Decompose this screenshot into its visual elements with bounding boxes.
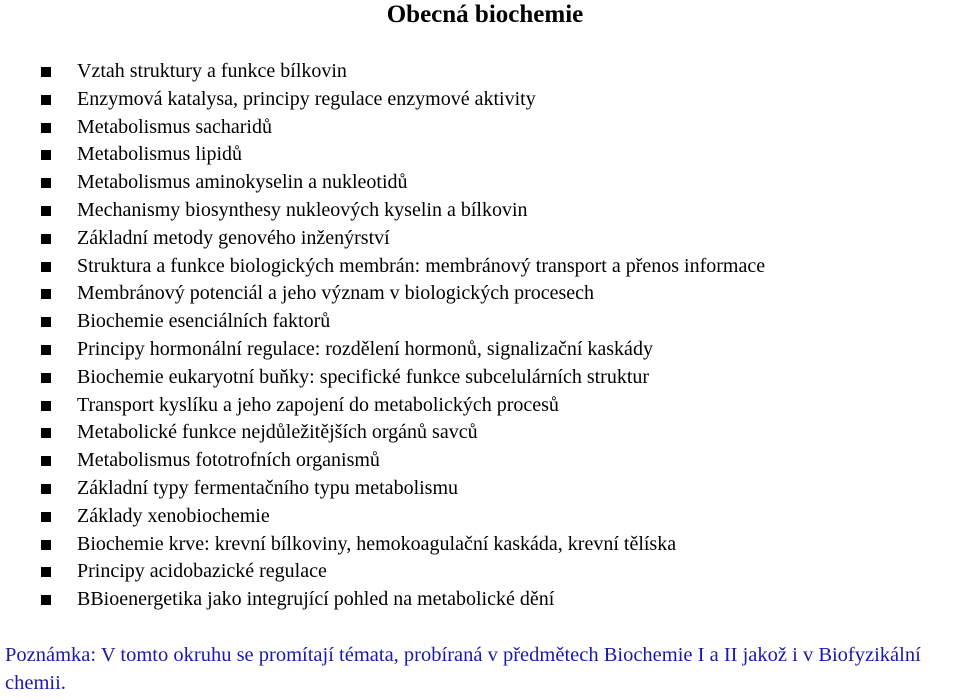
square-bullet-icon: [41, 95, 51, 105]
list-item: [0, 114, 765, 142]
list-item-text: Metabolismus sacharidů: [77, 115, 272, 138]
list-item-text: Principy hormonální regulace: rozdělení hormonů, signalizační kaskády: [77, 337, 653, 360]
square-bullet-icon: [41, 484, 51, 494]
square-bullet-icon: [41, 206, 51, 216]
list-item: [0, 225, 765, 253]
list-item-text: Membránový potenciál a jeho význam v biologických procesech: [77, 282, 595, 305]
square-bullet-icon: [41, 123, 51, 133]
list-item-text: Metabolismus aminokyselin a nukleotidů: [77, 171, 408, 194]
list-item: [0, 169, 765, 197]
list-item-text: Metabolické funkce nejdůležitějších orgánů savců: [77, 421, 478, 444]
square-bullet-icon: [41, 373, 51, 383]
square-bullet-icon: [41, 262, 51, 272]
square-bullet-icon: [41, 345, 51, 355]
list-item-text: Transport kyslíku a jeho zapojení do metabolických procesů: [77, 393, 559, 416]
square-bullet-icon: [41, 234, 51, 244]
square-bullet-icon: [41, 150, 51, 160]
list-item-text: Mechanismy biosynthesy nukleových kyselin a bílkovin: [77, 198, 528, 221]
list-item-text: Metabolismus fototrofních organismů: [77, 449, 380, 472]
list-item: [0, 253, 765, 281]
list-item-text: Základní typy fermentačního typu metabolismu: [77, 476, 459, 499]
list-item: [0, 392, 765, 420]
square-bullet-icon: [41, 289, 51, 299]
list-item: [0, 531, 765, 559]
list-item: [0, 364, 765, 392]
list-item-text: Biochemie krve: krevní bílkoviny, hemokoagulační kaskáda, krevní tělíska: [77, 532, 677, 555]
list-item-text: Enzymová katalysa, principy regulace enzymové aktivity: [77, 87, 536, 110]
list-item: [0, 419, 765, 447]
square-bullet-icon: [41, 567, 51, 577]
square-bullet-icon: [41, 428, 51, 438]
list-item-text: Biochemie eukaryotní buňky: specifické funkce subcelulárních struktur: [77, 365, 650, 388]
square-bullet-icon: [41, 317, 51, 327]
list-item: [0, 308, 765, 336]
list-item-text: BBioenergetika jako integrující pohled na metabolické dění: [77, 588, 555, 611]
list-item: [0, 586, 765, 614]
list-item-text: Struktura a funkce biologických membrán: membránový transport a přenos informace: [77, 254, 766, 277]
footnote: Poznámka: V tomto okruhu se promítají témata, probíraná v předmětech Biochemie I a II jakož i v Biofyzikální chemii.: [5, 644, 921, 694]
square-bullet-icon: [41, 401, 51, 411]
square-bullet-icon: [41, 67, 51, 77]
list-item: [0, 280, 765, 308]
list-item-text: Metabolismus lipidů: [77, 143, 242, 166]
list-item-text: Principy acidobazické regulace: [77, 560, 327, 583]
square-bullet-icon: [41, 456, 51, 466]
list-item: [0, 141, 765, 169]
list-item-text: Základní metody genového inženýrství: [77, 226, 390, 249]
list-item: [0, 58, 765, 86]
list-item: [0, 475, 765, 503]
page-title: Obecná biochemie: [386, 1, 584, 28]
list-item: [0, 336, 765, 364]
square-bullet-icon: [41, 595, 51, 605]
list-item: [0, 503, 765, 531]
list-item-text: Vztah struktury a funkce bílkovin: [77, 60, 347, 82]
square-bullet-icon: [41, 178, 51, 188]
list-item-text: Základy xenobiochemie: [77, 504, 270, 527]
square-bullet-icon: [41, 512, 51, 522]
topic-list: [0, 58, 765, 614]
list-item: [0, 558, 765, 586]
list-item: [0, 447, 765, 475]
list-item: [0, 197, 765, 225]
list-item: [0, 86, 765, 114]
list-item-text: Biochemie esenciálních faktorů: [77, 310, 331, 333]
square-bullet-icon: [41, 540, 51, 550]
